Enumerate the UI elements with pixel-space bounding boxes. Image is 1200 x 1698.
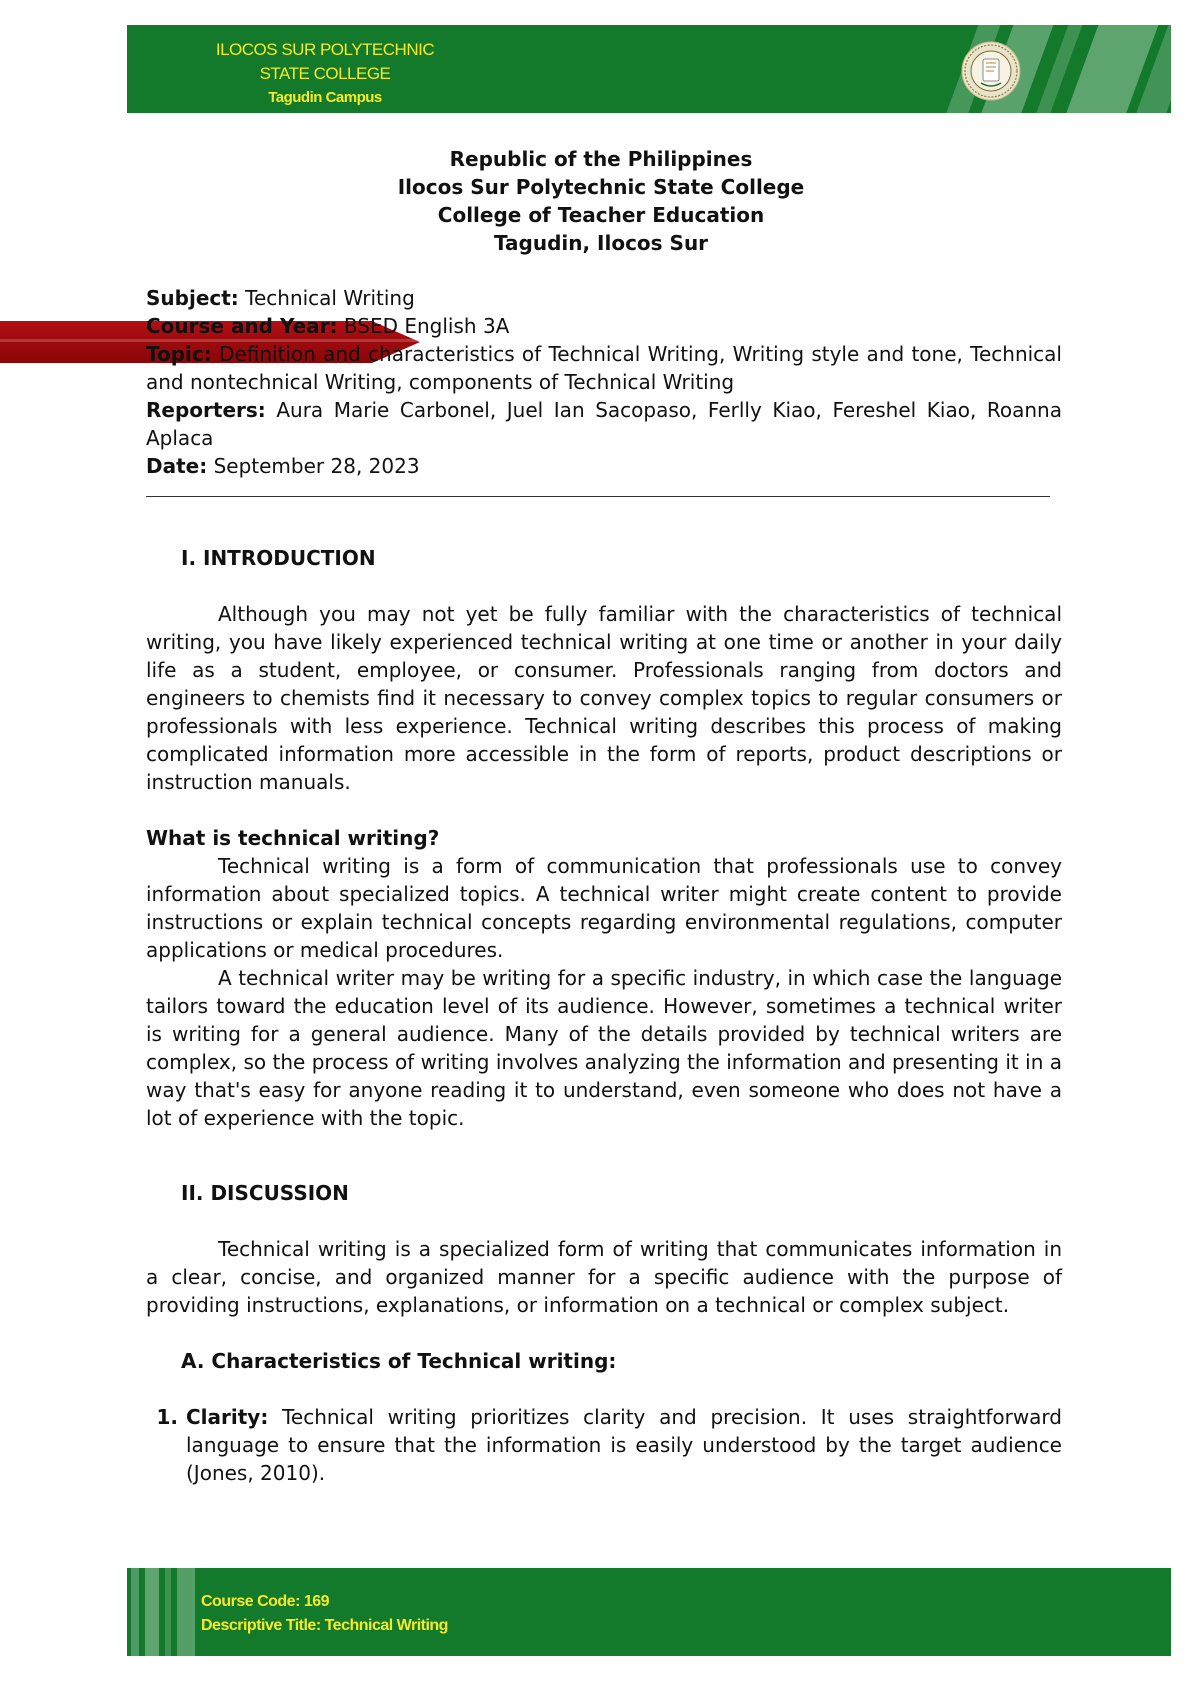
list-item-number: 1. — [156, 1405, 178, 1429]
subject-row — [146, 284, 1062, 312]
date-value: September 28, 2023 — [207, 454, 420, 478]
course-label: Course and Year: — [146, 314, 338, 338]
question-heading: What is technical writing? — [146, 826, 440, 850]
reporters-value: Aura Marie Carbonel, Juel Ian Sacopaso, Ferlly Kiao, Fereshel Kiao, Roanna Aplaca — [146, 398, 1062, 450]
discussion-paragraph: Technical writing is a specialized form of writing that communicates information in a clear, concise, and organized manner for a specific audience with the purpose of providing instructions, explanations, or information on a technical or complex subject. — [146, 1237, 1062, 1317]
course-code: Course Code: 169 — [201, 1593, 330, 1610]
reporters-row — [146, 396, 1062, 452]
institution-name — [195, 38, 455, 110]
report-details — [146, 284, 1062, 480]
reporters-label: Reporters: — [146, 398, 266, 422]
footer-stripe — [177, 1568, 195, 1656]
date-row — [146, 452, 1062, 480]
footer-stripe — [145, 1568, 159, 1656]
date-label: Date: — [146, 454, 208, 478]
characteristics-heading: A. Characteristics of Technical writing: — [181, 1349, 617, 1373]
heading-location: Tagudin, Ilocos Sur — [493, 231, 709, 255]
subject-label: Subject: — [146, 286, 239, 310]
list-item-text: Technical writing prioritizes clarity and precision. It uses straightforward language to ensure that the information is easily understood by the target audience (Jones, 2010). — [186, 1405, 1062, 1485]
introduction-heading: I. INTRODUCTION — [181, 546, 376, 570]
descriptive-title: Descriptive Title: Technical Writing — [201, 1617, 448, 1634]
footer-banner — [127, 1568, 1171, 1656]
institution-campus: Tagudin Campus — [268, 89, 382, 106]
topic-value: Definition and characteristics of Technical Writing, Writing style and tone, Technical and nontechnical Writing, components of Technical Writing — [146, 342, 1062, 394]
definition-paragraph: Technical writing is a form of communication that professionals use to convey information about specialized topics. A technical writer might create content to provide instructions or explain technical concepts regarding environmental regulations, computer applications or medical procedures. — [146, 854, 1062, 962]
college-seal-icon — [961, 41, 1021, 101]
subject-value: Technical Writing — [238, 286, 415, 310]
topic-label: Topic: — [146, 342, 212, 366]
heading-college: Ilocos Sur Polytechnic State College — [397, 175, 805, 199]
footer-stripe — [165, 1568, 171, 1656]
institution-line-2: STATE COLLEGE — [259, 64, 391, 83]
heading-republic: Republic of the Philippines — [449, 147, 753, 171]
course-row — [146, 312, 1062, 340]
divider-line — [146, 484, 1050, 497]
topic-row — [146, 340, 1062, 396]
discussion-heading: II. DISCUSSION — [181, 1181, 349, 1205]
course-info — [201, 1590, 448, 1638]
audience-paragraph: A technical writer may be writing for a specific industry, in which case the language tailors toward the education level of its audience. However, sometimes a technical writer is writing for a general audience. Many of the details provided by technical writers are complex, so the process of writing involves analyzing the information and presenting it in a way that's easy for anyone reading it to understand, even someone who does not have a lot of experience with the topic. — [146, 966, 1062, 1130]
list-item — [146, 1403, 1062, 1487]
header-banner — [127, 25, 1171, 113]
introduction-paragraph: Although you may not yet be fully familiar with the characteristics of technical writing, you have likely experienced technical writing at one time or another in your daily life as a student, employee, or consumer. Professionals ranging from doctors and engineers to chemists find it necessary to convey complex topics to regular consumers or professionals with less experience. Technical writing describes this process of making complicated information more accessible in the form of reports, product descriptions or instruction manuals. — [146, 602, 1062, 794]
document-heading — [140, 145, 1062, 257]
footer-stripe — [131, 1568, 139, 1656]
course-value: BSED English 3A — [337, 314, 510, 338]
document-body — [146, 145, 1062, 1487]
institution-line-1: ILOCOS SUR POLYTECHNIC — [215, 40, 435, 59]
heading-department: College of Teacher Education — [437, 203, 765, 227]
list-item-label: Clarity: — [186, 1405, 269, 1429]
